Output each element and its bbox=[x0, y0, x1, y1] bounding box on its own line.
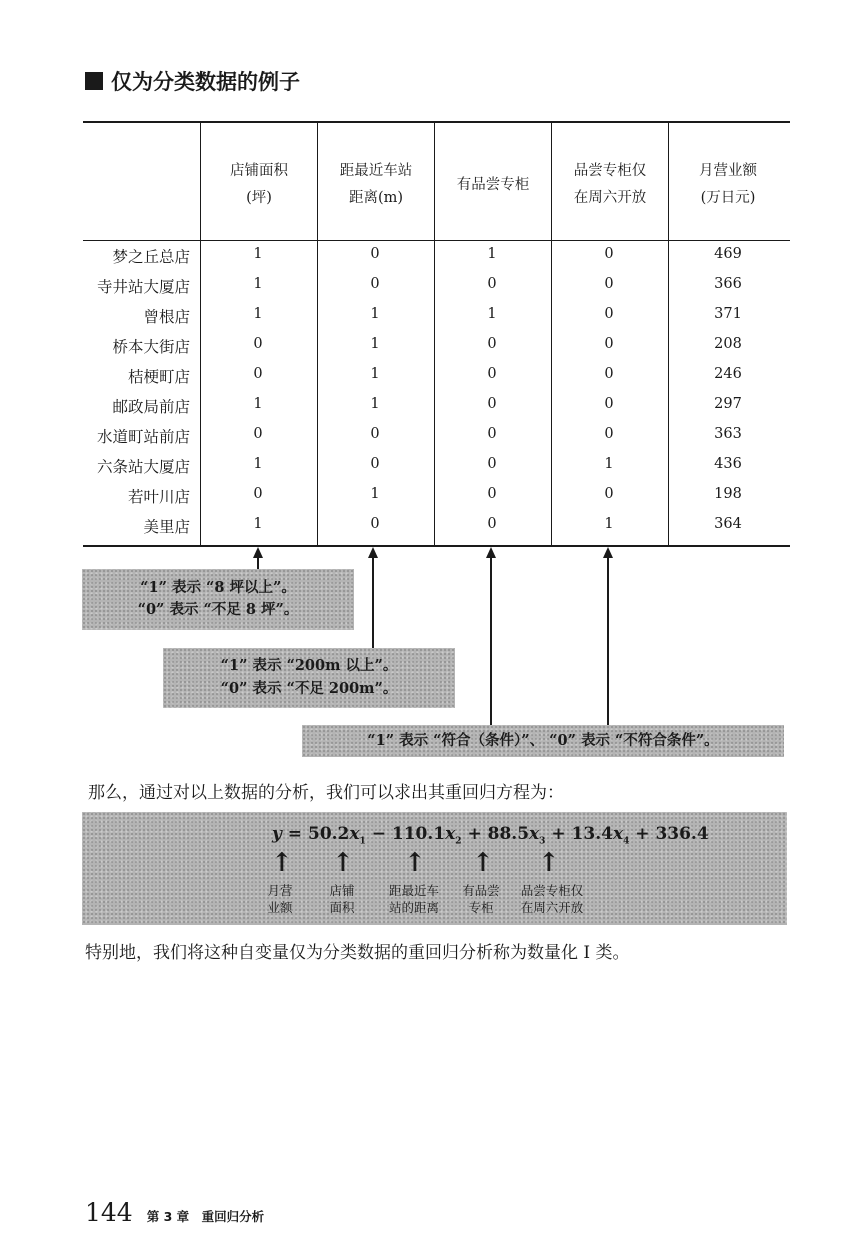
table-cell: 1 bbox=[370, 486, 380, 502]
table-cell: 0 bbox=[370, 516, 380, 532]
table-cell: 0 bbox=[370, 246, 380, 262]
table-cell: 0 bbox=[604, 366, 614, 382]
column-header-monthly-sales: 月营业额 (万日元) bbox=[699, 163, 757, 206]
paragraph-conclusion: 特别地，我们将这种自变量仅为分类数据的重回归分析称为数量化 I 类。 bbox=[85, 943, 630, 963]
table-cell: 1 bbox=[487, 306, 497, 322]
table-cell: 0 bbox=[604, 336, 614, 352]
table-cell: 0 bbox=[487, 516, 497, 532]
equation-label-sales: 月营 业额 bbox=[267, 883, 293, 915]
column-header-distance: 距最近车站 距离(m) bbox=[339, 163, 413, 206]
arrow-shaft bbox=[607, 557, 609, 725]
table-cell: 1 bbox=[253, 306, 263, 322]
page-number: 144 bbox=[85, 1198, 133, 1227]
table-cell: 246 bbox=[714, 366, 742, 382]
row-label: 水道町站前店 bbox=[96, 428, 190, 446]
table-cell: 371 bbox=[714, 306, 742, 322]
table-cell: 0 bbox=[604, 246, 614, 262]
table-cell: 1 bbox=[253, 246, 263, 262]
section-heading bbox=[85, 66, 300, 96]
table-cell: 0 bbox=[253, 366, 263, 382]
row-label: 桥本大街店 bbox=[112, 338, 190, 356]
chapter-title: 第 3 章 重回归分析 bbox=[146, 1209, 265, 1224]
square-bullet-icon bbox=[85, 72, 103, 90]
column-header-area: 店铺面积 (坪) bbox=[230, 163, 288, 206]
table-cell: 0 bbox=[370, 276, 380, 292]
table-cell: 366 bbox=[714, 276, 742, 292]
arrow-up-icon: ↑ bbox=[472, 848, 494, 878]
table-cell: 1 bbox=[253, 276, 263, 292]
table-cell: 0 bbox=[487, 426, 497, 442]
arrow-shaft bbox=[372, 557, 374, 648]
row-label: 寺井站大厦店 bbox=[96, 278, 190, 296]
table-cell: 0 bbox=[487, 276, 497, 292]
row-label: 曾根店 bbox=[143, 308, 190, 326]
table-bottom-rule bbox=[83, 545, 790, 547]
table-cell: 198 bbox=[714, 486, 742, 502]
table-cell: 1 bbox=[604, 516, 614, 532]
table-cell: 436 bbox=[714, 456, 742, 472]
note-condition: “1” 表示 “符合（条件）”、 “0” 表示 “不符合条件”。 bbox=[302, 725, 784, 757]
table-cell: 0 bbox=[604, 396, 614, 412]
table-cell: 1 bbox=[253, 456, 263, 472]
page-footer bbox=[85, 1198, 264, 1227]
table-cell: 1 bbox=[604, 456, 614, 472]
table-cell: 0 bbox=[253, 426, 263, 442]
equation-label-tasting-counter: 有品尝 专柜 bbox=[462, 883, 500, 915]
equation-label-saturday-only: 品尝专柜仅 在周六开放 bbox=[520, 883, 584, 915]
section-title: 仅为分类数据的例子 bbox=[111, 70, 300, 94]
table-cell: 208 bbox=[714, 336, 742, 352]
equation-box bbox=[82, 812, 787, 925]
table-cell: 364 bbox=[714, 516, 742, 532]
table-cell: 0 bbox=[487, 456, 497, 472]
table-cell: 0 bbox=[487, 336, 497, 352]
arrow-up-icon: ↑ bbox=[271, 848, 293, 878]
table-cell: 0 bbox=[487, 366, 497, 382]
paragraph-intro: 那么，通过对以上数据的分析，我们可以求出其重回归方程为： bbox=[88, 783, 564, 803]
table-cell: 1 bbox=[370, 306, 380, 322]
arrow-up-icon: ↑ bbox=[404, 848, 426, 878]
arrow-shaft bbox=[490, 557, 492, 725]
table-cell: 1 bbox=[253, 516, 263, 532]
arrow-up-icon: ↑ bbox=[332, 848, 354, 878]
table-cell: 0 bbox=[604, 426, 614, 442]
table-cell: 297 bbox=[714, 396, 742, 412]
table-cell: 0 bbox=[604, 276, 614, 292]
table-header-rule bbox=[83, 240, 790, 241]
table-cell: 0 bbox=[487, 486, 497, 502]
table-cell: 0 bbox=[253, 336, 263, 352]
regression-equation: $y = 50.2x_1 - 110.1x_2 + 88.5x_3 + 13.4x_4 + 336.4$ bbox=[272, 824, 709, 847]
table-cell: 469 bbox=[714, 246, 742, 262]
table-cell: 0 bbox=[487, 396, 497, 412]
table-cell: 0 bbox=[370, 426, 380, 442]
table-cell: 0 bbox=[370, 456, 380, 472]
table-top-rule bbox=[83, 121, 790, 123]
table-cell: 0 bbox=[604, 306, 614, 322]
table-cell: 1 bbox=[487, 246, 497, 262]
row-label: 梦之丘总店 bbox=[112, 248, 190, 266]
row-label: 若叶川店 bbox=[127, 488, 190, 506]
table-cell: 1 bbox=[370, 366, 380, 382]
row-label: 六条站大厦店 bbox=[96, 458, 190, 476]
equation-label-area: 店铺 面积 bbox=[329, 883, 355, 915]
table-cell: 1 bbox=[253, 396, 263, 412]
note-area: “1” 表示 “8 坪以上”。 “0” 表示 “不足 8 坪”。 bbox=[82, 569, 354, 630]
table-cell: 1 bbox=[370, 336, 380, 352]
row-label: 邮政局前店 bbox=[112, 398, 190, 416]
column-header-tasting-counter: 有品尝专柜 bbox=[456, 177, 530, 193]
table-cell: 0 bbox=[604, 486, 614, 502]
table-cell: 1 bbox=[370, 396, 380, 412]
row-label: 美里店 bbox=[143, 518, 190, 536]
equation-label-distance: 距最近车 站的距离 bbox=[388, 883, 439, 915]
arrow-up-icon: ↑ bbox=[538, 848, 560, 878]
table-cell: 0 bbox=[253, 486, 263, 502]
arrow-shaft bbox=[257, 557, 259, 569]
row-label: 桔梗町店 bbox=[127, 368, 190, 386]
column-header-saturday-only: 品尝专柜仅 在周六开放 bbox=[573, 163, 647, 206]
table-cell: 363 bbox=[714, 426, 742, 442]
note-distance: “1” 表示 “200m 以上”。 “0” 表示 “不足 200m”。 bbox=[163, 648, 455, 708]
